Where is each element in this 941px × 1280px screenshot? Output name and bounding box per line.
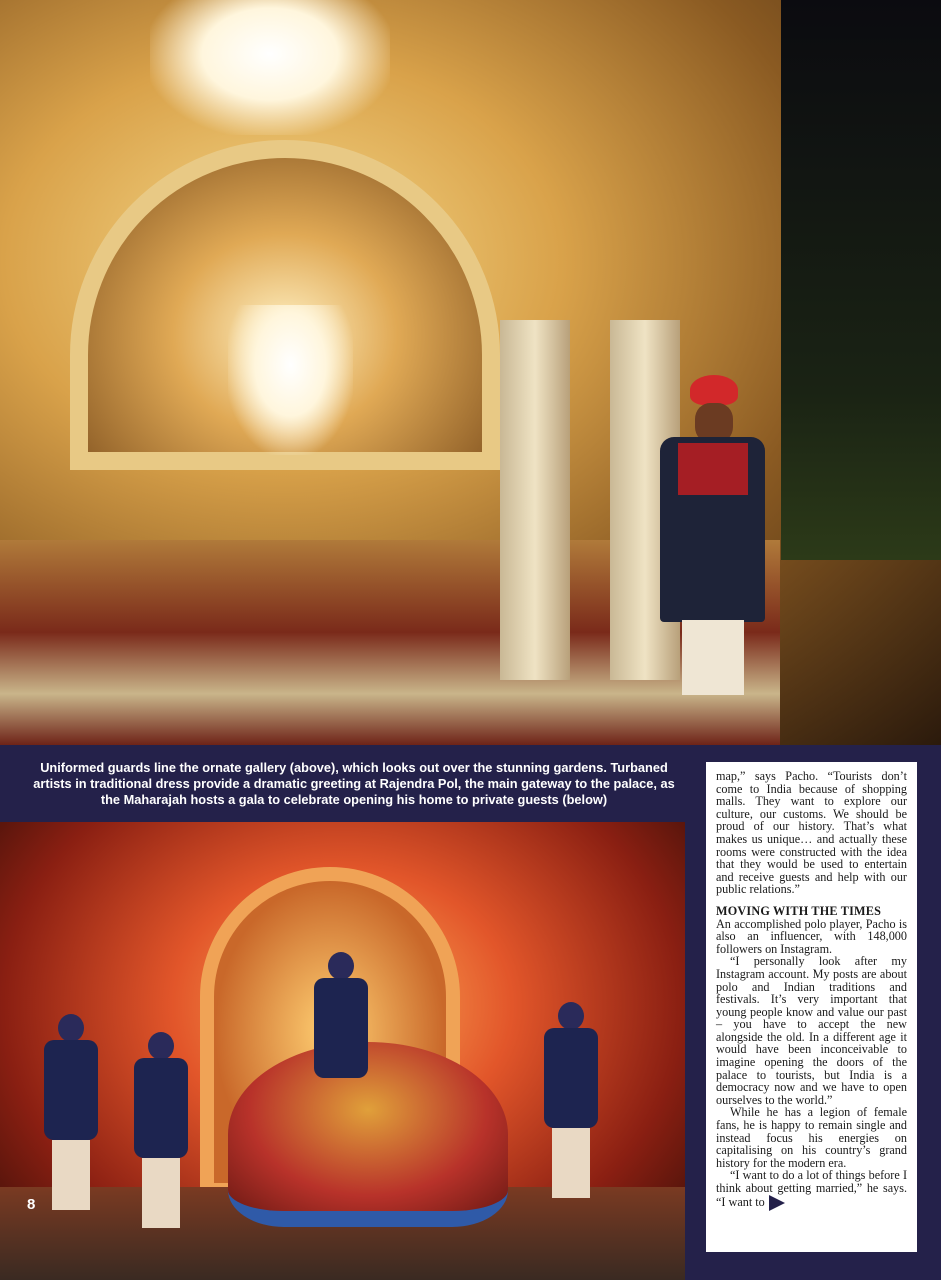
chandelier: [228, 305, 353, 455]
night-sky-garden: [781, 0, 941, 560]
guard-figure: [660, 375, 770, 715]
musician-figure: [40, 1014, 100, 1214]
chandelier: [150, 0, 390, 135]
musician-figure: [130, 1032, 190, 1232]
article-text-box: [706, 762, 917, 1252]
article-paragraph: “I personally look after my Instagram account. My posts are about polo and Indian traditions and festivals. It’s very important that young people know and value our past – you have to accept the new alongside the old. In a different age it would have been inconceivable to imagine opening the doors of the palace to tourists, but India is a democracy now and we have to open ourselves to the world.”: [716, 954, 907, 1107]
dancer-figure: [310, 952, 370, 1152]
pillar: [500, 320, 570, 680]
article-paragraph: map,” says Pacho. “Tourists don’t come to India because of shopping malls. They want to explore our culture, our customs. We should be proud of our history. That’s what makes us unique… and actually these rooms were constructed with the idea that they would be used to entertain and receive guests and help with our public relations.”: [716, 769, 907, 897]
guard-turban: [690, 375, 738, 405]
photo-caption: Uniformed guards line the ornate gallery (above), which looks out over the stunning gardens. Turbaned artists in traditional dress provide a dramatic greeting at Rajendra Pol, the main gateway to the palace, as the Maharajah hosts a gala to celebrate opening his home to private guests (below): [33, 760, 675, 807]
gateway-photo: [0, 822, 685, 1280]
continue-arrow-icon: [769, 1195, 785, 1211]
musician-figure: [540, 1002, 600, 1202]
article-paragraph-last: “I want to do a lot of things before I think about getting married,” he says. “I want to: [716, 1169, 907, 1210]
article-paragraph: An accomplished polo player, Pacho is also an influencer, with 148,000 followers on Instagram.: [716, 916, 907, 956]
page-number: 8: [27, 1196, 36, 1213]
article-paragraph: While he has a legion of female fans, he is happy to remain single and instead focus his energies on capitalising on his country’s grand history for the modern era.: [716, 1105, 907, 1170]
section-heading: MOVING WITH THE TIMES: [716, 903, 882, 918]
